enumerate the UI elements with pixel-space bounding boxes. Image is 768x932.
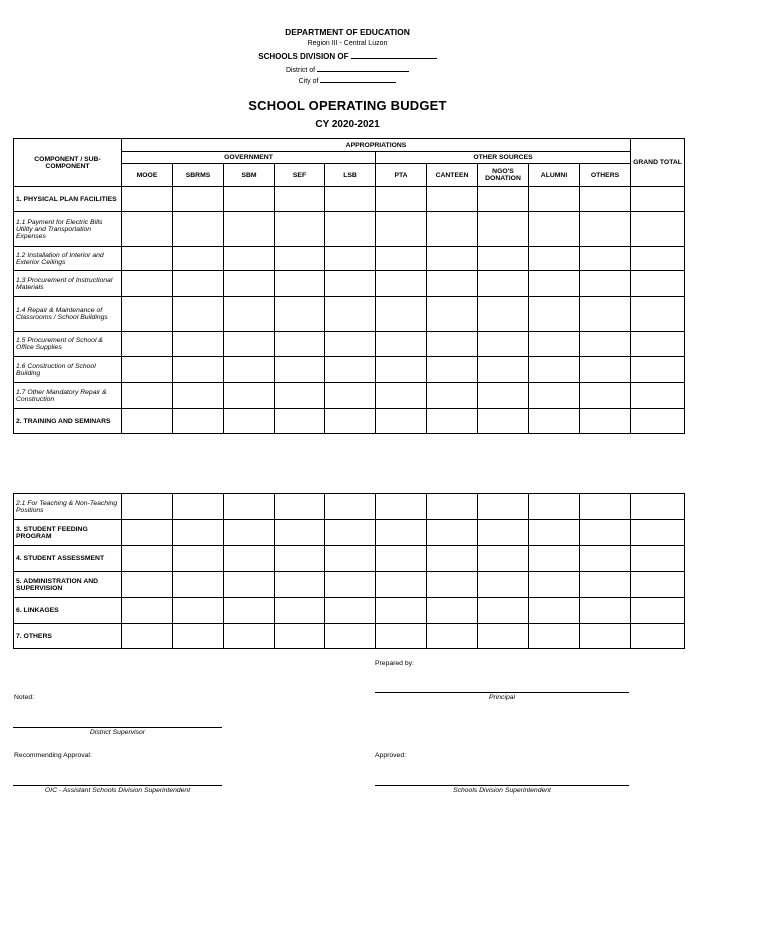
sds-caption: Schools Division Superintendent: [453, 787, 551, 794]
budget-cell[interactable]: [631, 357, 685, 383]
budget-cell[interactable]: [580, 572, 631, 598]
budget-cell[interactable]: [478, 546, 529, 572]
budget-cell[interactable]: [529, 187, 580, 212]
column-header: PTA: [376, 164, 427, 187]
budget-cell[interactable]: [478, 297, 529, 332]
budget-cell[interactable]: [580, 409, 631, 434]
calendar-year: CY 2020-2021: [315, 119, 380, 130]
budget-cell[interactable]: [173, 212, 224, 247]
budget-cell[interactable]: [224, 357, 275, 383]
budget-cell[interactable]: [478, 494, 529, 520]
budget-cell[interactable]: [580, 187, 631, 212]
budget-cell[interactable]: [631, 332, 685, 357]
budget-cell[interactable]: [275, 546, 325, 572]
budget-cell[interactable]: [376, 187, 427, 212]
component-label: 7. OTHERS: [14, 624, 122, 649]
budget-cell[interactable]: [224, 624, 275, 649]
appropriations-header: APPROPRIATIONS: [122, 139, 631, 152]
recommending-approval-label: Recommending Approval:: [14, 752, 92, 759]
budget-cell[interactable]: [580, 332, 631, 357]
budget-cell[interactable]: [325, 546, 376, 572]
budget-cell[interactable]: [478, 409, 529, 434]
column-header: MOOE: [122, 164, 173, 187]
table-row: [14, 271, 685, 297]
budget-cell[interactable]: [478, 187, 529, 212]
budget-cell[interactable]: [224, 598, 275, 624]
budget-cell[interactable]: [376, 572, 427, 598]
component-label: 1.4 Repair & Maintenance of Classrooms / School Buildings: [14, 297, 122, 332]
budget-cell[interactable]: [376, 494, 427, 520]
budget-cell[interactable]: [122, 247, 173, 271]
budget-cell[interactable]: [275, 212, 325, 247]
budget-cell[interactable]: [529, 332, 580, 357]
budget-cell[interactable]: [224, 409, 275, 434]
budget-cell[interactable]: [224, 247, 275, 271]
table-row: [14, 383, 685, 409]
budget-cell[interactable]: [580, 383, 631, 409]
principal-signature-line: [375, 692, 629, 693]
asds-caption: OIC - Assistant Schools Division Superintendent: [44, 787, 191, 794]
component-label: 1.7 Other Mandatory Repair & Construction: [14, 383, 122, 409]
budget-cell[interactable]: [122, 187, 173, 212]
column-header: SEF: [275, 164, 325, 187]
budget-cell[interactable]: [325, 598, 376, 624]
budget-cell[interactable]: [325, 212, 376, 247]
budget-cell[interactable]: [580, 520, 631, 546]
table-row: [14, 297, 685, 332]
column-header: SBM: [224, 164, 275, 187]
budget-cell[interactable]: [631, 546, 685, 572]
column-header: SBRMS: [173, 164, 224, 187]
budget-cell[interactable]: [529, 357, 580, 383]
component-header: COMPONENT / SUB-COMPONENT: [14, 139, 122, 187]
table-row: [14, 546, 685, 572]
budget-cell[interactable]: [173, 383, 224, 409]
budget-cell[interactable]: [173, 297, 224, 332]
budget-cell[interactable]: [427, 357, 478, 383]
budget-cell[interactable]: [529, 624, 580, 649]
budget-cell[interactable]: [325, 572, 376, 598]
budget-cell[interactable]: [173, 271, 224, 297]
budget-cell[interactable]: [478, 572, 529, 598]
other-sources-header: OTHER SOURCES: [376, 152, 631, 164]
budget-cell[interactable]: [376, 332, 427, 357]
budget-cell[interactable]: [580, 494, 631, 520]
budget-cell[interactable]: [376, 297, 427, 332]
district-line: [0, 64, 695, 74]
table-row: [14, 624, 685, 649]
budget-cell[interactable]: [478, 357, 529, 383]
component-label: 5. ADMINISTRATION AND SUPERVISION: [14, 572, 122, 598]
division-blank: [351, 51, 437, 59]
table-row: [14, 357, 685, 383]
budget-cell[interactable]: [427, 572, 478, 598]
budget-cell[interactable]: [427, 332, 478, 357]
component-label: 1.3 Procurement of Instructional Materials: [14, 271, 122, 297]
grand-total-header: GRAND TOTAL: [631, 139, 685, 187]
principal-caption: Principal: [488, 694, 516, 701]
budget-cell[interactable]: [173, 332, 224, 357]
column-header: ALUMNI: [529, 164, 580, 187]
budget-cell[interactable]: [173, 357, 224, 383]
component-label: 1.2 Installation of Interior and Exterior Ceilings: [14, 247, 122, 271]
asds-signature-line: [13, 785, 222, 786]
budget-cell[interactable]: [173, 520, 224, 546]
component-label: 1.5 Procurement of School & Office Supplies: [14, 332, 122, 357]
component-label: 1.1 Payment for Electric Bills Utility and Transportation Expenses: [14, 212, 122, 247]
budget-cell[interactable]: [275, 409, 325, 434]
budget-cell[interactable]: [122, 271, 173, 297]
table-row: [14, 572, 685, 598]
noted-label: Noted:: [14, 694, 35, 701]
budget-cell[interactable]: [631, 409, 685, 434]
budget-cell[interactable]: [580, 271, 631, 297]
budget-cell[interactable]: [427, 383, 478, 409]
budget-cell[interactable]: [631, 624, 685, 649]
budget-cell[interactable]: [224, 297, 275, 332]
budget-cell[interactable]: [427, 624, 478, 649]
budget-cell[interactable]: [122, 332, 173, 357]
budget-cell[interactable]: [631, 212, 685, 247]
table-row: [14, 247, 685, 271]
budget-cell[interactable]: [224, 572, 275, 598]
budget-cell[interactable]: [529, 546, 580, 572]
budget-cell[interactable]: [275, 572, 325, 598]
budget-cell[interactable]: [325, 187, 376, 212]
budget-cell[interactable]: [631, 297, 685, 332]
budget-cell[interactable]: [275, 520, 325, 546]
component-label: 4. STUDENT ASSESSMENT: [14, 546, 122, 572]
budget-cell[interactable]: [376, 212, 427, 247]
approved-label: Approved:: [375, 752, 406, 759]
division-label: SCHOOLS DIVISION OF: [258, 52, 349, 61]
budget-cell[interactable]: [325, 624, 376, 649]
budget-cell[interactable]: [173, 624, 224, 649]
budget-cell[interactable]: [325, 520, 376, 546]
city-line: [0, 75, 695, 85]
budget-cell[interactable]: [122, 546, 173, 572]
budget-cell[interactable]: [173, 409, 224, 434]
column-header: LSB: [325, 164, 376, 187]
budget-cell[interactable]: [580, 247, 631, 271]
budget-cell[interactable]: [631, 247, 685, 271]
budget-cell[interactable]: [173, 187, 224, 212]
district-supervisor-caption: District Supervisor: [89, 729, 146, 736]
budget-cell[interactable]: [122, 494, 173, 520]
budget-cell[interactable]: [325, 332, 376, 357]
column-header: NGO'S DONATION: [478, 164, 529, 187]
budget-cell[interactable]: [529, 409, 580, 434]
budget-cell[interactable]: [275, 187, 325, 212]
budget-cell[interactable]: [427, 520, 478, 546]
budget-cell[interactable]: [173, 247, 224, 271]
budget-cell[interactable]: [478, 383, 529, 409]
table-row: [14, 598, 685, 624]
budget-cell[interactable]: [275, 332, 325, 357]
budget-cell[interactable]: [478, 332, 529, 357]
budget-cell[interactable]: [631, 572, 685, 598]
budget-cell[interactable]: [427, 494, 478, 520]
budget-cell[interactable]: [427, 598, 478, 624]
budget-cell[interactable]: [427, 546, 478, 572]
budget-cell[interactable]: [224, 383, 275, 409]
budget-cell[interactable]: [529, 572, 580, 598]
budget-cell[interactable]: [376, 247, 427, 271]
document-title: SCHOOL OPERATING BUDGET: [248, 98, 447, 113]
budget-cell[interactable]: [529, 383, 580, 409]
budget-cell[interactable]: [275, 624, 325, 649]
budget-cell[interactable]: [631, 494, 685, 520]
budget-cell[interactable]: [275, 297, 325, 332]
budget-cell[interactable]: [325, 271, 376, 297]
budget-cell[interactable]: [376, 409, 427, 434]
budget-cell[interactable]: [529, 212, 580, 247]
budget-cell[interactable]: [224, 271, 275, 297]
budget-cell[interactable]: [122, 357, 173, 383]
budget-cell[interactable]: [173, 494, 224, 520]
budget-cell[interactable]: [224, 494, 275, 520]
budget-cell[interactable]: [427, 212, 478, 247]
table-row: [14, 187, 685, 212]
district-blank: [317, 64, 409, 72]
budget-cell[interactable]: [376, 546, 427, 572]
budget-cell[interactable]: [122, 297, 173, 332]
budget-cell[interactable]: [325, 494, 376, 520]
budget-cell[interactable]: [275, 494, 325, 520]
district-label: District of: [285, 67, 316, 74]
budget-cell[interactable]: [478, 212, 529, 247]
budget-cell[interactable]: [224, 212, 275, 247]
budget-cell[interactable]: [173, 572, 224, 598]
budget-cell[interactable]: [478, 598, 529, 624]
budget-cell[interactable]: [580, 297, 631, 332]
component-label: 3. STUDENT FEEDING PROGRAM: [14, 520, 122, 546]
budget-cell[interactable]: [631, 520, 685, 546]
budget-cell[interactable]: [224, 332, 275, 357]
budget-cell[interactable]: [631, 383, 685, 409]
department-name: DEPARTMENT OF EDUCATION: [285, 27, 410, 37]
table-row: [14, 520, 685, 546]
budget-cell[interactable]: [427, 297, 478, 332]
component-label: 2. TRAINING AND SEMINARS: [14, 409, 122, 434]
budget-cell[interactable]: [122, 212, 173, 247]
budget-cell[interactable]: [529, 271, 580, 297]
budget-cell[interactable]: [427, 247, 478, 271]
budget-cell[interactable]: [325, 297, 376, 332]
prepared-by-label: Prepared by:: [375, 660, 414, 667]
table-row: [14, 332, 685, 357]
component-label: 6. LINKAGES: [14, 598, 122, 624]
budget-cell[interactable]: [325, 409, 376, 434]
budget-table-part-1: [13, 138, 685, 434]
budget-cell[interactable]: [478, 520, 529, 546]
budget-cell[interactable]: [275, 598, 325, 624]
budget-cell[interactable]: [580, 357, 631, 383]
budget-cell[interactable]: [173, 546, 224, 572]
budget-cell[interactable]: [325, 383, 376, 409]
budget-cell[interactable]: [122, 520, 173, 546]
table-row: [14, 409, 685, 434]
budget-cell[interactable]: [275, 357, 325, 383]
supervisor-signature-line: [13, 727, 222, 728]
budget-cell[interactable]: [529, 598, 580, 624]
budget-cell[interactable]: [224, 546, 275, 572]
budget-cell[interactable]: [427, 187, 478, 212]
city-label: City of: [298, 78, 319, 85]
budget-cell[interactable]: [275, 247, 325, 271]
budget-cell[interactable]: [478, 271, 529, 297]
budget-cell[interactable]: [631, 598, 685, 624]
budget-cell[interactable]: [122, 383, 173, 409]
budget-cell[interactable]: [376, 624, 427, 649]
budget-cell[interactable]: [376, 598, 427, 624]
budget-cell[interactable]: [173, 598, 224, 624]
component-label: 1.6 Construction of School Building: [14, 357, 122, 383]
city-blank: [320, 75, 396, 83]
budget-cell[interactable]: [580, 546, 631, 572]
government-header: GOVERNMENT: [122, 152, 376, 164]
budget-cell[interactable]: [478, 247, 529, 271]
budget-cell[interactable]: [631, 271, 685, 297]
budget-cell[interactable]: [427, 271, 478, 297]
budget-cell[interactable]: [275, 383, 325, 409]
division-line: [0, 51, 695, 61]
budget-cell[interactable]: [529, 520, 580, 546]
component-label: 2.1 For Teaching & Non-Teaching Positions: [14, 494, 122, 520]
budget-cell[interactable]: [529, 494, 580, 520]
budget-cell[interactable]: [224, 520, 275, 546]
budget-cell[interactable]: [631, 187, 685, 212]
budget-cell[interactable]: [529, 297, 580, 332]
budget-cell[interactable]: [580, 624, 631, 649]
budget-cell[interactable]: [325, 247, 376, 271]
budget-cell[interactable]: [580, 212, 631, 247]
table-row: [14, 494, 685, 520]
budget-cell[interactable]: [580, 598, 631, 624]
budget-cell[interactable]: [224, 187, 275, 212]
budget-cell[interactable]: [325, 357, 376, 383]
column-header: CANTEEN: [427, 164, 478, 187]
budget-cell[interactable]: [275, 271, 325, 297]
region-name: Region III - Central Luzon: [307, 40, 388, 47]
budget-cell[interactable]: [376, 520, 427, 546]
component-label: 1. PHYSICAL PLAN FACILITIES: [14, 187, 122, 212]
budget-cell[interactable]: [478, 624, 529, 649]
budget-table-part-2: [13, 493, 685, 649]
budget-cell[interactable]: [529, 247, 580, 271]
budget-cell[interactable]: [376, 271, 427, 297]
budget-cell[interactable]: [122, 598, 173, 624]
budget-cell[interactable]: [427, 409, 478, 434]
budget-cell[interactable]: [376, 383, 427, 409]
column-header: OTHERS: [580, 164, 631, 187]
budget-cell[interactable]: [376, 357, 427, 383]
budget-cell[interactable]: [122, 624, 173, 649]
table-row: [14, 212, 685, 247]
budget-cell[interactable]: [122, 572, 173, 598]
sds-signature-line: [375, 785, 629, 786]
budget-cell[interactable]: [122, 409, 173, 434]
